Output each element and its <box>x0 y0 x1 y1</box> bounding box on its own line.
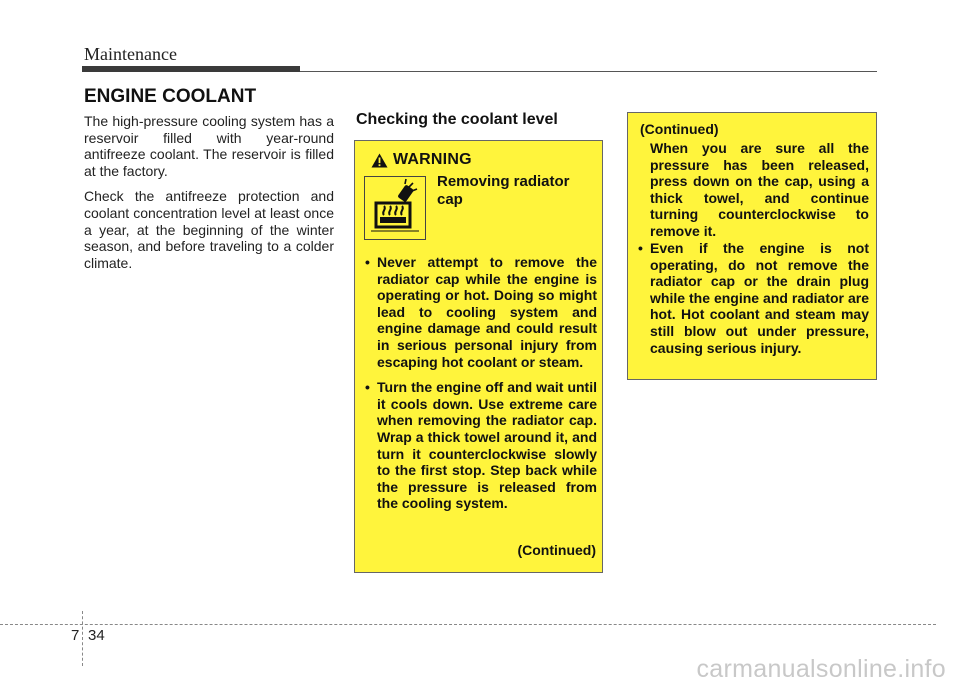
bullet-dot: • <box>365 254 370 270</box>
warning-header <box>371 151 472 169</box>
continued-label: (Continued) <box>517 542 596 558</box>
paragraph: The high-pressure cooling system has a reservoir filled with year-round antifreeze coolant. The reservoir is filled at the factory. <box>84 113 334 179</box>
warning-subtitle: Removing radiator cap <box>437 173 570 208</box>
chapter-number: 7 <box>71 627 80 644</box>
warning-triangle-icon <box>371 153 388 168</box>
list-item <box>638 240 869 356</box>
warning-label: WARNING <box>393 151 472 168</box>
bullet-text: Turn the engine off and wait until it cools down. Use extreme care when removing the radiator cap. Wrap a thick towel around it, and turn it counterclockwise slowly to the first stop. Step back while the pressure is released from the cooling system. <box>377 379 597 512</box>
continued-heading: (Continued) <box>640 121 719 137</box>
section-title: ENGINE COOLANT <box>84 86 257 107</box>
warning-box <box>354 140 603 573</box>
header-rule <box>82 66 300 72</box>
bullet-text: Never attempt to remove the radiator cap while the engine is operating or hot. Doing so might lead to cooling system and engine damage and could result in serious personal injury from escaping hot coolant or steam. <box>377 254 597 370</box>
section-body <box>84 113 334 280</box>
list-item <box>365 254 597 370</box>
continuation-box <box>627 112 877 380</box>
warning-bullets <box>365 254 597 521</box>
footer-divider <box>82 611 83 666</box>
watermark: carmanualsonline.info <box>696 655 946 683</box>
header-title: Maintenance <box>84 44 177 64</box>
continued-paragraph: When you are sure all the pressure has been released, press down on the cap, using a thick towel, and continue turning counterclockwise to remove it. <box>650 140 869 239</box>
bullet-dot: • <box>365 379 370 396</box>
continuation-bullets <box>638 240 869 356</box>
list-item <box>365 379 597 512</box>
radiator-cap-icon <box>364 176 426 240</box>
bullet-text: Even if the engine is not operating, do not remove the radiator cap or the drain plug while the engine and radiator are hot. Hot coolant and steam may still blow out under pressure, causing serious injury. <box>650 240 869 356</box>
paragraph: Check the antifreeze protection and coolant concentration level at least once a year, at the beginning of the winter season, and before traveling to a colder climate. <box>84 188 334 271</box>
page-number: 34 <box>88 627 105 644</box>
bullet-dot: • <box>638 240 643 256</box>
subsection-title: Checking the coolant level <box>356 111 558 128</box>
header-rule-thin <box>300 71 877 72</box>
footer-rule <box>0 624 936 625</box>
